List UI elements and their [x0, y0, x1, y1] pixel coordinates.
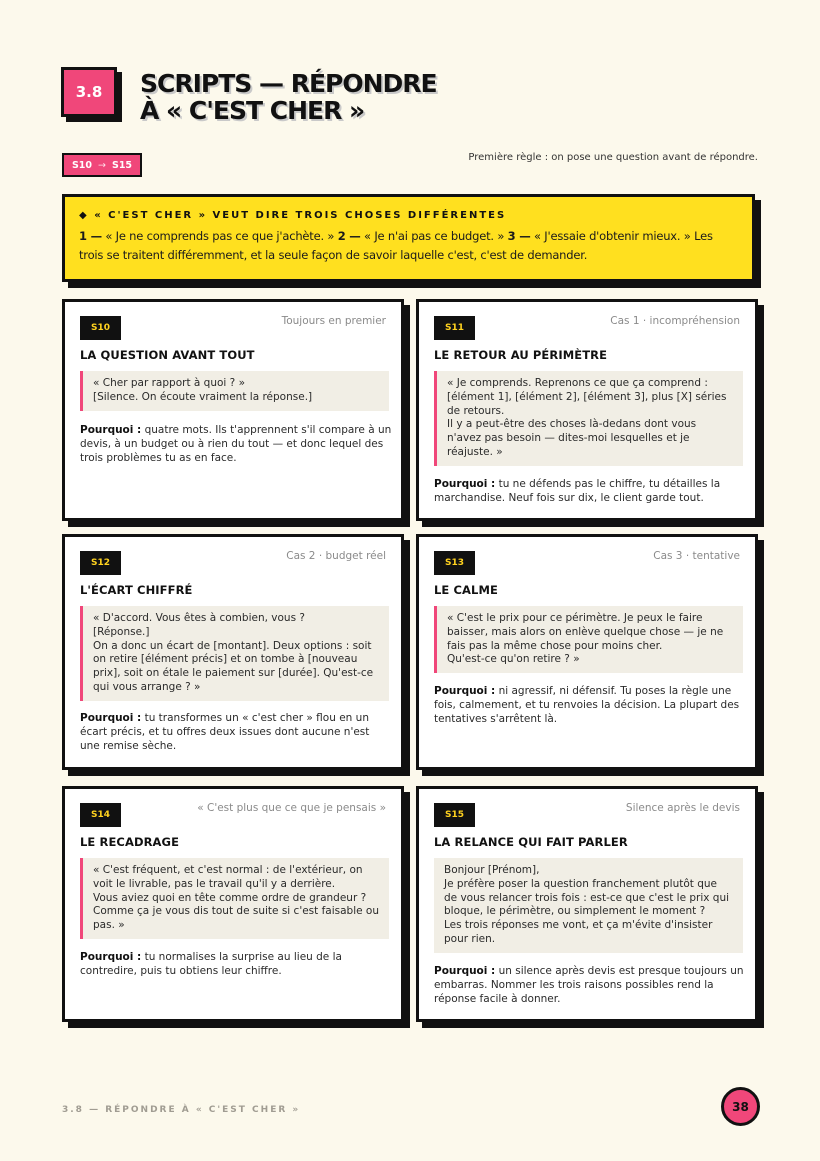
rationale-text: tu transformes un « c'est cher » flou en un écart précis, et tu offres deux issues dont aucune n'est une remise sèche.	[80, 712, 370, 752]
card-title: LA RELANCE QUI FAIT PARLER	[434, 835, 628, 849]
card-meta: Cas 1 · incompréhension	[610, 315, 740, 327]
rationale-label: Pourquoi :	[434, 685, 496, 697]
callout-number-3: 3 —	[507, 229, 531, 243]
card-rationale	[434, 964, 746, 1006]
card-rationale	[80, 423, 392, 465]
callout-heading	[79, 210, 738, 221]
rationale-text: ni agressif, ni défensif. Tu poses la règle une fois, calmement, et tu renvoies la décision. La plupart des tentatives s'arrêtent là.	[434, 685, 740, 725]
page-title	[140, 70, 437, 124]
page-number: 38	[721, 1087, 760, 1126]
script-quote: « C'est fréquent, et c'est normal : de l'extérieur, on voit le livrable, pas le travail qu'il y a derrière. Vous aviez quoi en tête comme ordre de grandeur ? Comme ça je vous dis tout de suite si c'est faisable ou pas. »	[80, 858, 389, 939]
card-rationale	[434, 477, 746, 505]
rationale-label: Pourquoi :	[80, 424, 142, 436]
callout-text-1: « Je ne comprends pas ce que j'achète. »	[101, 229, 338, 243]
rationale-label: Pourquoi :	[434, 478, 496, 490]
rationale-label: Pourquoi :	[434, 965, 496, 977]
script-quote: « Cher par rapport à quoi ? » [Silence. On écoute vraiment la réponse.]	[80, 371, 389, 411]
callout-heading-text: « C'EST CHER » VEUT DIRE TROIS CHOSES DIFFÉRENTES	[94, 210, 507, 221]
rationale-text: tu ne défends pas le chiffre, tu détailles la marchandise. Neuf fois sur dix, le client garde tout.	[434, 478, 721, 504]
script-quote: « D'accord. Vous êtes à combien, vous ? [Réponse.] On a donc un écart de [montant]. Deux options : soit on retire [élément précis] et on tombe à [nouveau prix], soit on étale le paiement sur [durée]. Qu'est-ce qui vous arrange ? »	[80, 606, 389, 701]
arrow-right-icon: →	[98, 159, 106, 171]
script-card-s11	[416, 299, 758, 521]
script-tag: S12	[80, 551, 121, 575]
card-title: LE RETOUR AU PÉRIMÈTRE	[434, 348, 608, 362]
card-rationale	[80, 950, 392, 978]
range-to: S15	[111, 159, 133, 171]
script-tag: S13	[434, 551, 475, 575]
card-title: LE CALME	[434, 583, 498, 597]
rationale-text: quatre mots. Ils t'apprennent s'il compare à un devis, à un budget ou à rien du tout — et donc lequel des trois problèmes tu as en face.	[80, 424, 392, 464]
script-quote: « Je comprends. Reprenons ce que ça comprend : [élément 1], [élément 2], [élément 3], plus [X] séries de retours. Il y a peut-être des choses là-dedans dont vous n'avez pas besoin — dites-moi lesquelles et je réajuste. »	[434, 371, 743, 466]
running-footer: 3.8 — RÉPONDRE À « C'EST CHER »	[62, 1105, 301, 1115]
callout-text-2: « Je n'ai pas ce budget. »	[360, 229, 508, 243]
script-card-s15	[416, 786, 758, 1022]
script-tag: S10	[80, 316, 121, 340]
script-tag: S15	[434, 803, 475, 827]
script-card-s14	[62, 786, 404, 1022]
callout-body	[79, 227, 738, 265]
script-range-tag	[62, 153, 142, 177]
card-rationale	[80, 711, 392, 753]
rationale-text: tu normalises la surprise au lieu de la contredire, puis tu obtiens leur chiffre.	[80, 951, 342, 977]
card-title: LA QUESTION AVANT TOUT	[80, 348, 255, 362]
card-meta: « C'est plus que ce que je pensais »	[197, 802, 386, 814]
diamond-icon: ◆	[79, 210, 89, 221]
card-title: LE RECADRAGE	[80, 835, 180, 849]
callout-number-2: 2 —	[337, 229, 361, 243]
script-quote: Bonjour [Prénom], Je préfère poser la question franchement plutôt que de vous relancer trois fois : est-ce que c'est le prix qui bloque, le périmètre, ou simplement le moment ? Les trois réponses me vont, et ça m'évite d'insister pour rien.	[434, 858, 743, 953]
card-meta: Cas 3 · tentative	[653, 550, 740, 562]
rationale-text: un silence après devis est presque toujours un embarras. Nommer les trois raisons possibles rend la réponse facile à donner.	[434, 965, 744, 1005]
range-from: S10	[71, 159, 93, 171]
card-rationale	[434, 684, 746, 726]
page-title-line-2: À « C'EST CHER »	[140, 96, 365, 125]
card-meta: Silence après le devis	[625, 802, 740, 814]
rule-note: Première règle : on pose une question avant de répondre.	[468, 152, 758, 163]
card-title: L'ÉCART CHIFFRÉ	[80, 583, 193, 597]
callout-text-3: « J'essaie d'obtenir mieux. » Les trois se traitent différemment, et la seule façon de savoir laquelle c'est, c'est de demander.	[79, 229, 713, 262]
section-number-badge: 3.8	[61, 67, 117, 117]
script-card-s13	[416, 534, 758, 770]
rationale-label: Pourquoi :	[80, 712, 142, 724]
card-meta: Toujours en premier	[281, 315, 386, 327]
page-title-line-1: SCRIPTS — RÉPONDRE	[140, 69, 437, 98]
rationale-label: Pourquoi :	[80, 951, 142, 963]
card-meta: Cas 2 · budget réel	[286, 550, 386, 562]
script-tag: S14	[80, 803, 121, 827]
script-card-s10	[62, 299, 404, 521]
key-callout	[62, 194, 755, 282]
script-tag: S11	[434, 316, 475, 340]
callout-number-1: 1 —	[79, 229, 102, 243]
script-quote: « C'est le prix pour ce périmètre. Je peux le faire baisser, mais alors on enlève quelque chose — je ne fais pas la même chose pour moins cher. Qu'est-ce qu'on retire ? »	[434, 606, 743, 673]
script-card-s12	[62, 534, 404, 770]
